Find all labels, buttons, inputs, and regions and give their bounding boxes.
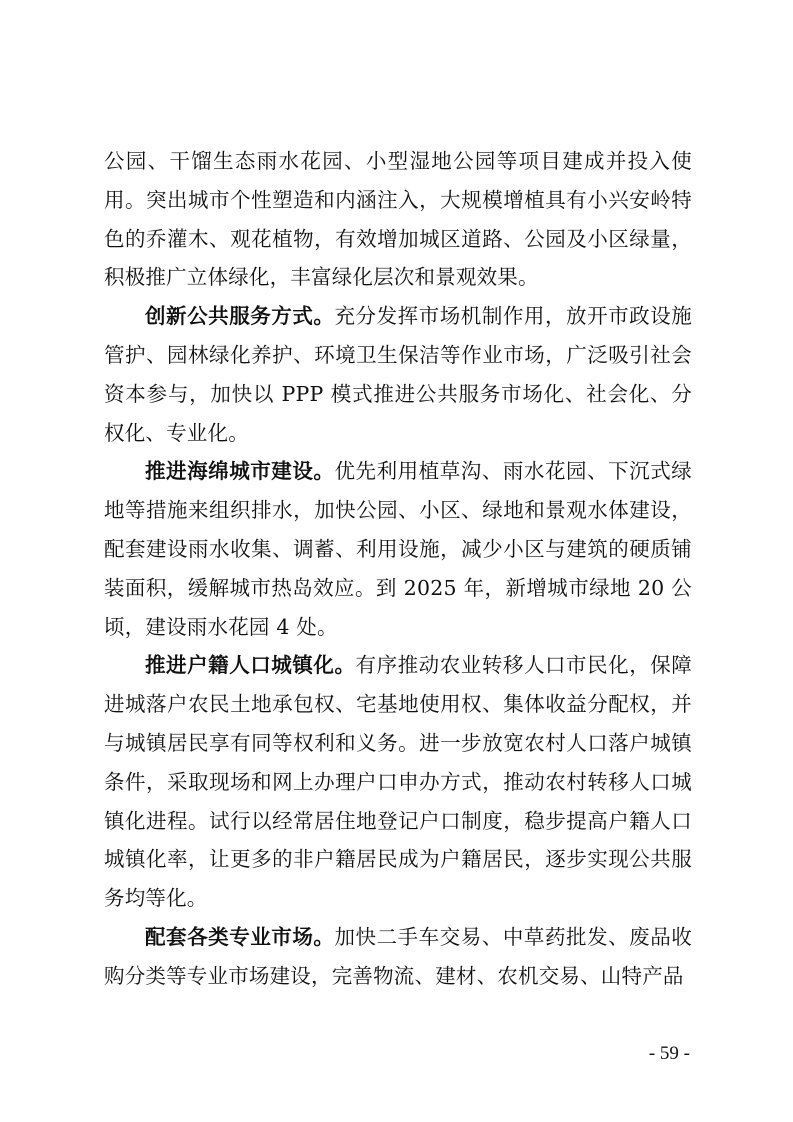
page-number: - 59 - [648,1043,690,1064]
paragraph-2 [104,297,692,452]
paragraph-1-text: 公园、干馏生态雨水花园、小型湿地公园等项目建成并投入使用。突出城市个性塑造和内涵注入，大规模增植具有小兴安岭特色的乔灌木、观花植物，有效增加城区道路、公园及小区绿量，积极推广立体绿化，丰富绿化层次和景观效果。 [104,149,692,290]
paragraph-4-text: 有序推动农业转移人口市民化，保障进城落户农民土地承包权、宅基地使用权、集体收益分配权，并与城镇居民享有同等权利和义务。进一步放宽农村人口落户城镇条件，采取现场和网上办理户口申办方式，推动农村转移人口城镇化进程。试行以经常居住地登记户口制度，稳步提高户籍人口城镇化率，让更多的非户籍居民成为户籍居民，逐步实现公共服务均等化。 [104,653,693,911]
document-body [104,142,692,996]
paragraph-3-text: 优先利用植草沟、雨水花园、下沉式绿地等措施来组织排水，加快公园、小区、绿地和景观水体建设，配套建设雨水收集、调蓄、利用设施，减少小区与建筑的硬质铺装面积，缓解城市热岛效应。到 2025 年，新增城市绿地 20 公顷，建设雨水花园 4 处。 [104,459,692,639]
paragraph-5-heading: 配套各类专业市场。 [145,924,335,949]
paragraph-3-heading: 推进海绵城市建设。 [145,459,335,484]
paragraph-4-heading: 推进户籍人口城镇化。 [145,653,356,678]
paragraph-1 [104,142,692,297]
paragraph-2-text: 充分发挥市场机制作用，放开市政设施管护、园林绿化养护、环境卫生保洁等作业市场，广泛吸引社会资本参与，加快以 PPP 模式推进公共服务市场化、社会化、分权化、专业化。 [104,304,692,445]
paragraph-3 [104,452,692,646]
paragraph-4 [104,646,692,918]
paragraph-5-text: 加快二手车交易、中草药批发、废品收购分类等专业市场建设，完善物流、建材、农机交易、山特产品 [104,924,692,988]
paragraph-2-heading: 创新公共服务方式。 [145,304,335,329]
paragraph-5 [104,918,692,996]
